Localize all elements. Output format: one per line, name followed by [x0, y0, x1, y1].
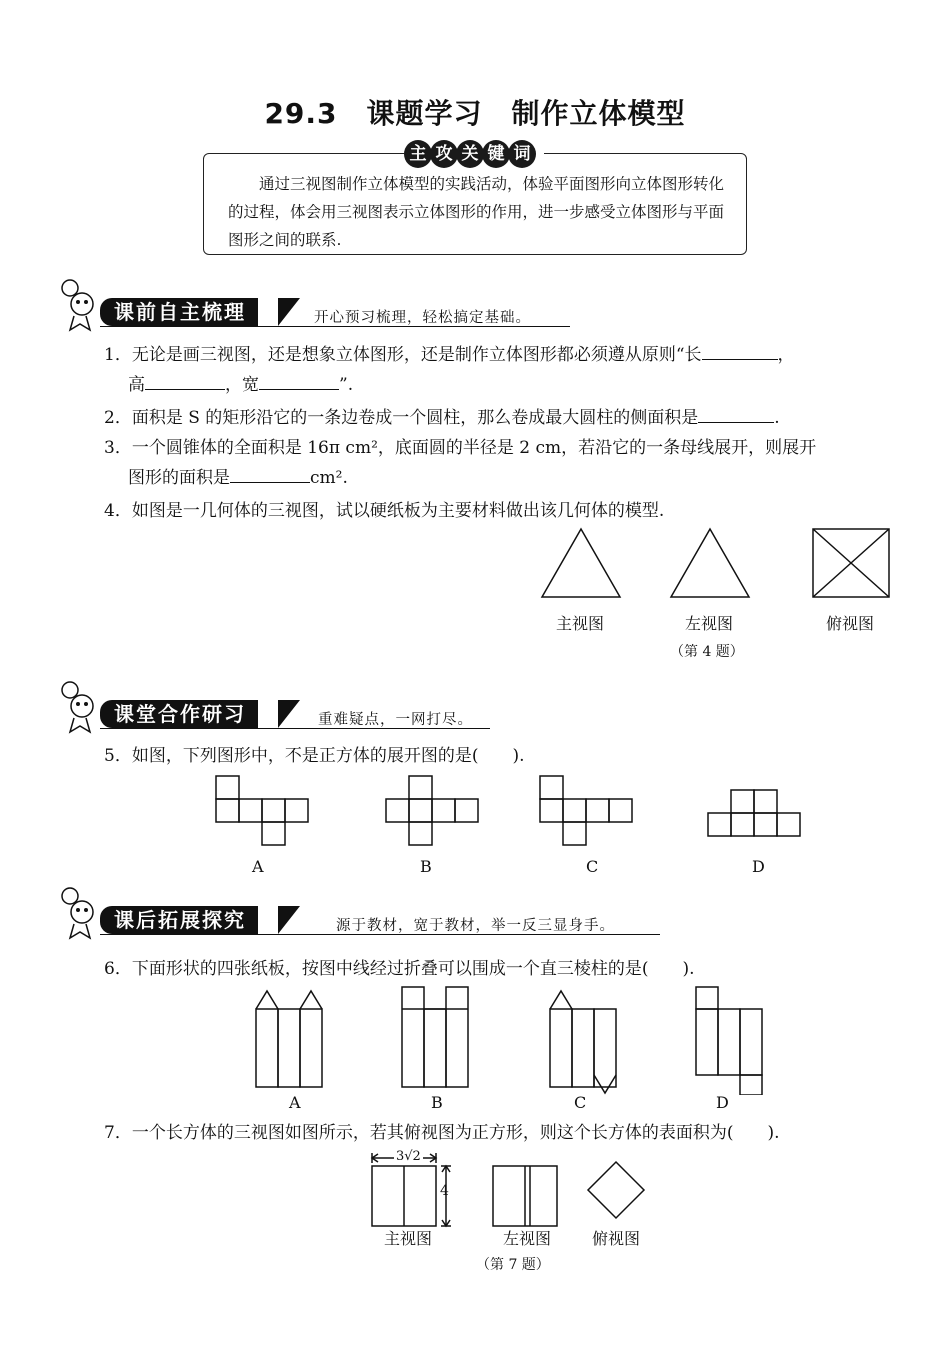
q5-option-a-net [216, 776, 308, 845]
section-title: 课后拓展探究 [100, 906, 258, 934]
question-6: 6．下面形状的四张纸板，按图中线经过折叠可以围成一个直三棱柱的是( ). [104, 959, 695, 979]
answer-blank[interactable] [145, 371, 225, 390]
q7-dim-width: 3√2 [396, 1149, 421, 1164]
q4-caption: （第 4 题） [670, 644, 744, 660]
q5-option-c[interactable]: C [586, 857, 599, 876]
q6-option-b[interactable]: B [431, 1093, 443, 1112]
q5-option-b[interactable]: B [420, 857, 432, 876]
section-title: 课前自主梳理 [100, 298, 258, 326]
keyword-char: 键 [482, 140, 510, 168]
q6-option-a-net [256, 991, 322, 1087]
q6-option-b-net [402, 987, 468, 1087]
section-header-pre [56, 292, 576, 326]
q6-option-c[interactable]: C [574, 1093, 587, 1112]
question-7: 7．一个长方体的三视图如图所示，若其俯视图为正方形，则这个长方体的表面积为( ). [104, 1123, 780, 1143]
question-1: 1．无论是画三视图，还是想象立体图形，还是制作立体图形都必须遵从原则“长 ， [104, 340, 904, 370]
question-2: 2．面积是 S 的矩形沿它的一条边卷成一个圆柱，那么卷成最大圆柱的侧面积是 . [104, 403, 904, 433]
section-subtitle: 源于教材，宽于教材，举一反三显身手。 [336, 918, 615, 934]
question-4: 4．如图是一几何体的三视图，试以硬纸板为主要材料做出该几何体的模型. [104, 501, 665, 521]
q5-option-d[interactable]: D [752, 857, 765, 876]
mascot-icon [56, 680, 104, 736]
keyword-char: 关 [456, 140, 484, 168]
q4-label-left: 左视图 [685, 614, 734, 633]
q4-label-front: 主视图 [556, 614, 605, 633]
q7-left-view [493, 1166, 557, 1226]
question-1-cont: 高 ，宽 ”. [128, 370, 728, 400]
q7-label-left: 左视图 [503, 1229, 552, 1248]
q5-option-b-net [386, 776, 478, 845]
q5-option-a[interactable]: A [252, 857, 264, 876]
q6-option-d[interactable]: D [716, 1093, 729, 1112]
answer-blank[interactable] [702, 341, 778, 360]
keywords-badge [404, 140, 544, 168]
q1-text: 1．无论是画三视图，还是想象立体图形，还是制作立体图形都必须遵从原则“长 [104, 345, 702, 365]
q4-figures [530, 525, 900, 605]
section-title: 课堂合作研习 [100, 700, 258, 728]
keywords-text [228, 170, 738, 254]
q5-option-d-net [708, 790, 800, 836]
question-3-cont: 图形的面积是 cm². [128, 463, 628, 493]
q7-label-top: 俯视图 [592, 1229, 641, 1248]
section-header-class [56, 694, 496, 728]
q7-label-front: 主视图 [384, 1229, 433, 1248]
keyword-char: 主 [404, 140, 432, 168]
answer-blank[interactable] [230, 464, 310, 483]
q6-option-a[interactable]: A [289, 1093, 301, 1112]
section-header-post [56, 900, 666, 934]
front-view-triangle [542, 529, 620, 597]
section-subtitle: 重难疑点，一网打尽。 [318, 712, 473, 728]
keywords-text-content: 通过三视图制作立体模型的实践活动，体验平面图形向立体图形转化的过程，体会用三视图表示立体图形的作用，进一步感受立体图形与平面图形之间的联系. [228, 175, 725, 249]
question-5: 5．如图，下列图形中，不是正方体的展开图的是( ). [104, 746, 525, 766]
page-title: 29.3 课题学习 制作立体模型 [264, 97, 686, 130]
q6-option-c-net [550, 991, 616, 1093]
section-subtitle: 开心预习梳理，轻松搞定基础。 [314, 310, 531, 326]
mascot-icon [56, 278, 104, 334]
answer-blank[interactable] [259, 371, 339, 390]
q7-dim-height: 4 [440, 1183, 449, 1199]
q4-label-top: 俯视图 [826, 614, 875, 633]
left-view-triangle [671, 529, 749, 597]
mascot-icon [56, 886, 104, 942]
answer-blank[interactable] [698, 404, 774, 423]
q7-top-view [588, 1162, 644, 1218]
q6-figures [240, 985, 780, 1095]
q5-option-c-net [540, 776, 632, 845]
question-3: 3．一个圆锥体的全面积是 16π cm²，底面圆的半径是 2 cm，若沿它的一条母线展开，则展开 [104, 438, 817, 458]
q7-caption: （第 7 题） [476, 1257, 550, 1273]
q6-option-d-net [696, 987, 762, 1095]
keyword-char: 攻 [430, 140, 458, 168]
keyword-char: 词 [508, 140, 536, 168]
q5-figures [200, 772, 820, 852]
